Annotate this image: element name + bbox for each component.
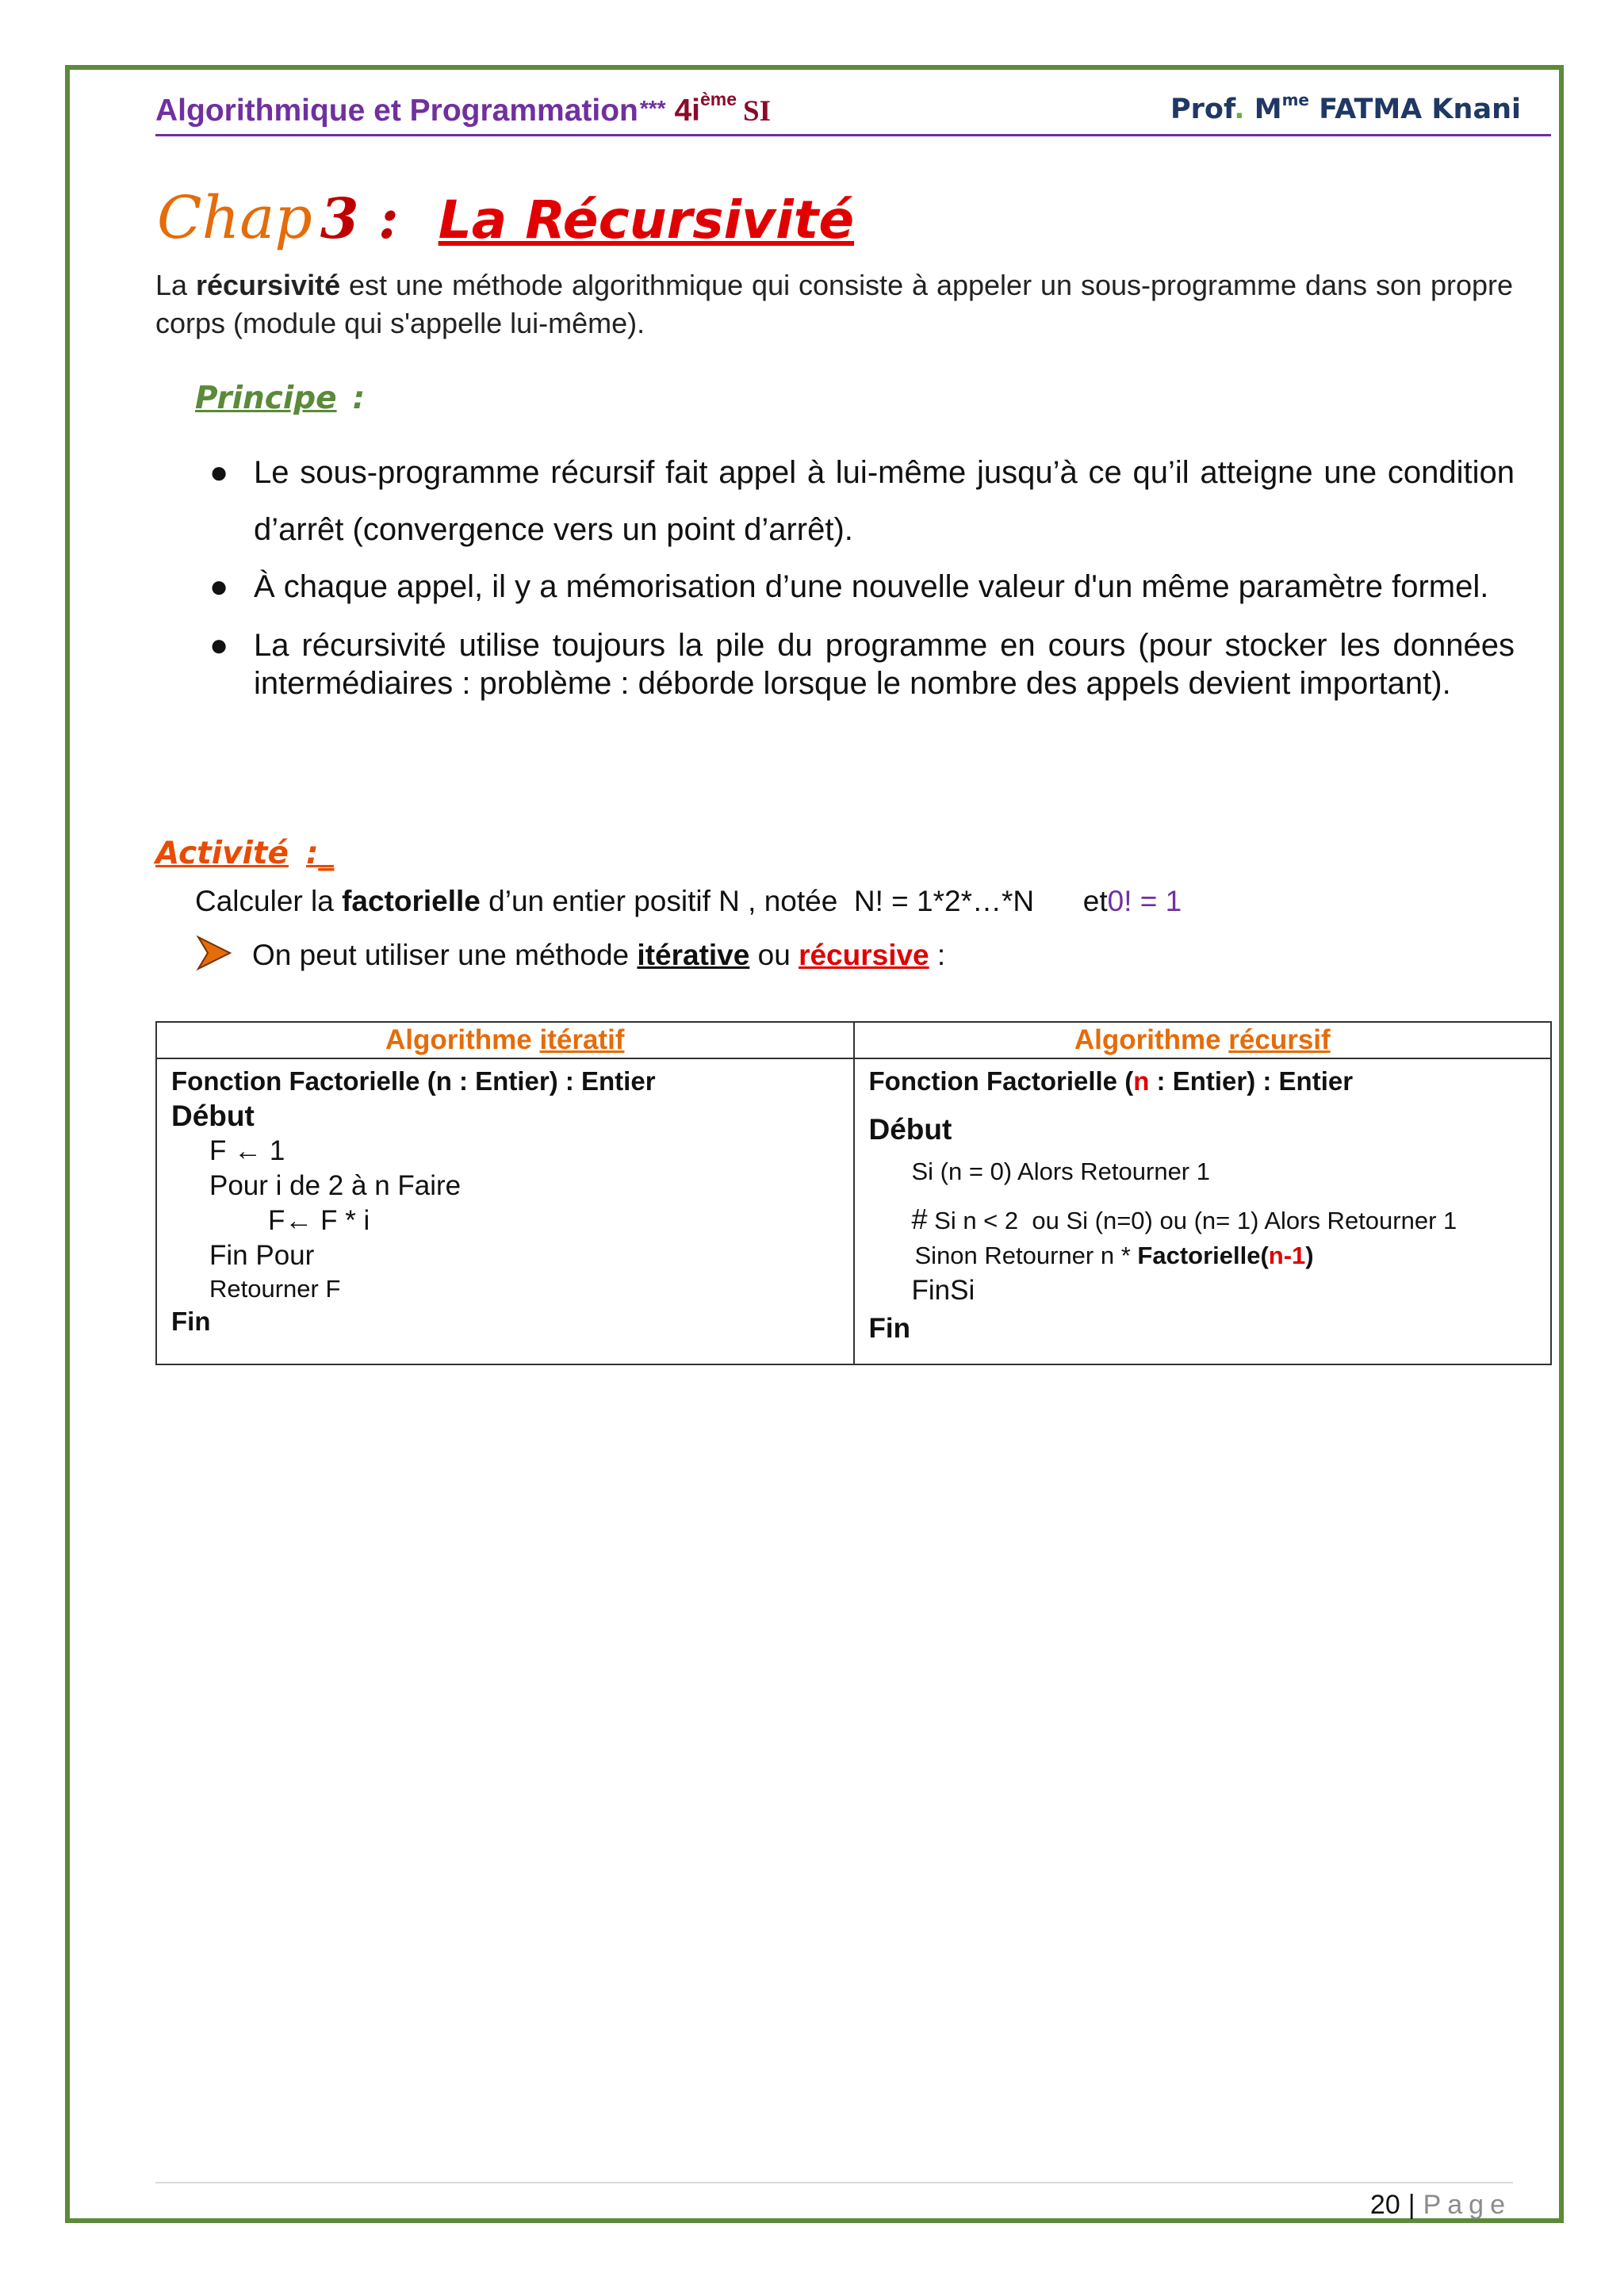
recursive-sig-a: Fonction Factorielle ( xyxy=(868,1066,1134,1096)
recursive-fin: Fin xyxy=(868,1313,910,1344)
calc-before: Calculer la xyxy=(195,885,343,917)
method-line xyxy=(195,939,945,972)
header-author-m: M xyxy=(1254,94,1282,125)
recursive-else-close: ) xyxy=(1305,1242,1314,1269)
arrowhead-icon xyxy=(195,934,233,972)
iterative-line-return: Retourner F xyxy=(209,1275,341,1303)
header-author-prefix: Prof xyxy=(1170,94,1235,125)
header-level xyxy=(674,89,737,128)
list-item-text: Le sous-programme récursif fait appel à lui-même jusqu’à ce qu’il atteigne une condition d’arrêt (convergence vers un point d’arrêt). xyxy=(254,455,1515,547)
header-level-text: 4i xyxy=(674,94,700,128)
table-header-row xyxy=(156,1022,1551,1058)
intro-paragraph xyxy=(155,266,1513,342)
header-author-sup: me xyxy=(1281,90,1309,109)
recursive-sig-b: : Entier) : Entier xyxy=(1149,1066,1354,1096)
table-header-iterative xyxy=(156,1022,854,1058)
recursive-else-fn: Factorielle( xyxy=(1137,1242,1269,1269)
head-left-b: itératif xyxy=(539,1024,625,1055)
page-footer xyxy=(1370,2190,1511,2221)
footer-page-word: Page xyxy=(1423,2190,1511,2220)
activite-statement xyxy=(195,885,1182,918)
list-item-text: La récursivité utilise toujours la pile du programme en cours (pour stocker les données intermédiaires : problème : déborde lorsque le nombre des appels devient important). xyxy=(254,628,1515,701)
bullet-dot-icon: ● xyxy=(209,455,229,490)
method-middle: ou xyxy=(749,939,799,971)
calc-bold: factorielle xyxy=(342,885,481,917)
recursive-code-cell xyxy=(854,1058,1552,1364)
intro-term: récursivité xyxy=(195,269,341,301)
recursive-line-finsi: FinSi xyxy=(911,1275,975,1306)
recursive-sig-n: n xyxy=(1133,1066,1150,1096)
header-author-dot: . xyxy=(1234,94,1245,125)
head-right-a: Algorithme xyxy=(1074,1024,1229,1055)
intro-after: est une méthode algorithmique qui consiste à appeler un sous-programme dans son propre corps (module qui s'appelle lui-même). xyxy=(155,269,1514,339)
header-author xyxy=(1170,90,1521,125)
list-item xyxy=(198,558,1515,615)
algorithm-table xyxy=(155,1021,1552,1365)
recursive-line-base-case: Si (n = 0) Alors Retourner 1 xyxy=(911,1158,1210,1185)
header-section: SI xyxy=(743,95,771,128)
activite-heading xyxy=(155,836,334,871)
principe-label: Principe xyxy=(195,381,337,416)
recursive-else-a: Sinon Retourner n * xyxy=(914,1242,1138,1269)
header-stars: *** xyxy=(639,96,666,121)
head-right-b: récursif xyxy=(1228,1024,1331,1055)
header-divider xyxy=(155,134,1551,136)
footer-divider xyxy=(155,2182,1513,2183)
footer-separator: | xyxy=(1408,2190,1415,2220)
chapter-name: La Récursivité xyxy=(438,189,855,251)
iterative-line-body: F← F * i xyxy=(268,1205,370,1236)
calc-zero: 0! = 1 xyxy=(1107,885,1182,917)
list-item xyxy=(198,626,1515,702)
recursive-line-else xyxy=(869,1240,1537,1272)
method-recursive: récursive xyxy=(799,939,929,971)
chapter-title xyxy=(157,184,854,252)
header-level-sup: ème xyxy=(699,89,737,109)
iterative-fin: Fin xyxy=(171,1307,211,1336)
header-course-name: Algorithmique et Programmation xyxy=(155,94,638,128)
table-header-recursive xyxy=(854,1022,1552,1058)
iterative-signature: Fonction Factorielle (n : Entier) : Entier xyxy=(171,1066,656,1096)
principe-list xyxy=(198,444,1515,702)
iterative-code-cell xyxy=(156,1058,854,1364)
intro-before: La xyxy=(155,269,196,301)
recursive-else-arg: n-1 xyxy=(1268,1242,1306,1269)
activite-label: Activité xyxy=(155,836,289,871)
recursive-line-comment xyxy=(869,1203,1537,1237)
principe-heading xyxy=(195,381,365,416)
recursive-comment-text: Si n < 2 ou Si (n=0) ou (n= 1) Alors Retourner 1 xyxy=(927,1207,1457,1234)
list-item xyxy=(198,444,1515,558)
activite-colon: :_ xyxy=(306,836,335,871)
method-before: On peut utiliser une méthode xyxy=(252,939,638,971)
bullet-dot-icon: ● xyxy=(209,628,229,663)
page-number: 20 xyxy=(1369,2190,1400,2220)
table-row xyxy=(156,1058,1551,1364)
head-left-a: Algorithme xyxy=(385,1024,540,1055)
recursive-debut: Début xyxy=(868,1113,952,1146)
chapter-number: 3 : xyxy=(320,186,399,251)
chapter-label: Chap xyxy=(157,184,312,252)
calc-after: d’un entier positif N , notée N! = 1*2*…*N et xyxy=(480,885,1108,917)
recursive-signature xyxy=(869,1064,1537,1099)
header-author-name: FATMA Knani xyxy=(1319,94,1521,125)
iterative-debut: Début xyxy=(171,1100,255,1132)
method-after: : xyxy=(929,939,946,971)
header-course-title xyxy=(155,89,771,128)
iterative-line-loop: Pour i de 2 à n Faire xyxy=(209,1170,462,1201)
method-iterative: itérative xyxy=(637,939,750,971)
method-text xyxy=(252,939,945,971)
bullet-dot-icon: ● xyxy=(209,569,229,604)
iterative-line-endloop: Fin Pour xyxy=(209,1240,315,1271)
principe-colon: : xyxy=(352,381,366,416)
recursive-comment-hash: # xyxy=(911,1203,928,1235)
iterative-line-init: F ← 1 xyxy=(209,1135,285,1166)
list-item-text: À chaque appel, il y a mémorisation d’une nouvelle valeur d'un même paramètre formel. xyxy=(254,569,1489,604)
